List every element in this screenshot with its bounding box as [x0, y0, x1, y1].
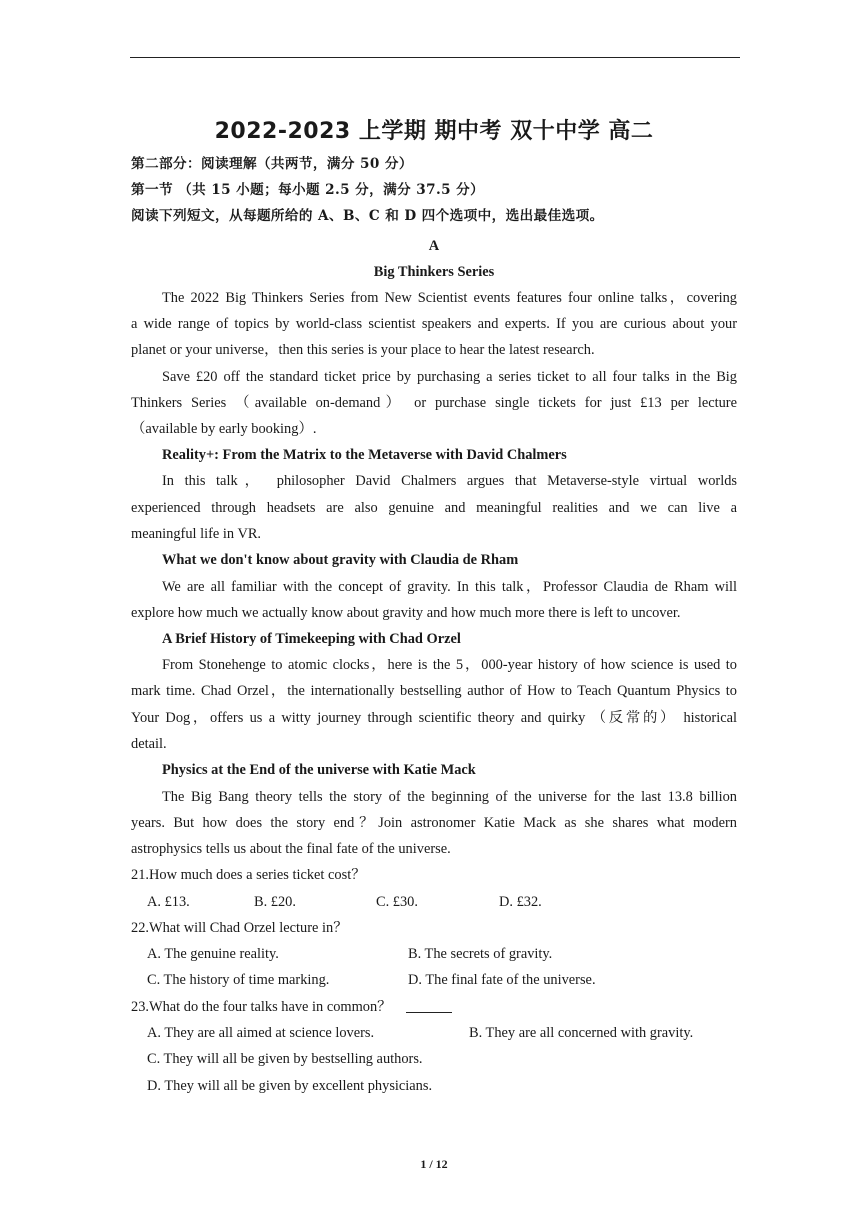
answer-option: B. They are all concerned with gravity.	[469, 1025, 694, 1041]
answer-option: A. They are all aimed at science lovers.	[147, 1025, 375, 1041]
paragraph-line: We are all familiar with the concept of gravity. In this talk，Professor Claudia de Rham will	[162, 579, 737, 595]
directions: 阅读下列短文，从每题所给的 A、B、C 和 D 四个选项中，选出最佳选项。	[131, 208, 604, 224]
answer-option: A. The genuine reality.	[147, 946, 279, 962]
part-heading: 第二部分：阅读理解（共两节，满分 50 分）	[131, 156, 413, 172]
answer-option: B. £20.	[254, 894, 296, 910]
paragraph-line: （available by early booking）.	[131, 421, 317, 437]
paragraph-line: experienced through headsets are also genuine and meaningful realities and we can live a	[131, 500, 737, 516]
question-stem: 22.What will Chad Orzel lecture in？	[131, 920, 348, 936]
paragraph-line: explore how much we actually know about gravity and how much more there is left to uncover.	[131, 605, 681, 621]
paragraph-line: meaningful life in VR.	[131, 526, 262, 542]
answer-option: D. £32.	[499, 894, 542, 910]
answer-option: D. The final fate of the universe.	[408, 972, 596, 988]
paragraph-line: Your Dog，offers us a witty journey through scientific theory and quirky （反常的） historical	[131, 710, 737, 726]
answer-option: C. The history of time marking.	[147, 972, 330, 988]
passage-title: Big Thinkers Series	[373, 264, 495, 280]
question-text: 23.What do the four talks have in common？	[131, 999, 392, 1015]
question-stem: 21.How much does a series ticket cost？	[131, 867, 366, 883]
talk-title: What we don't know about gravity with Claudia de Rham	[162, 552, 519, 568]
answer-option: B. The secrets of gravity.	[408, 946, 553, 962]
header-rule	[130, 57, 740, 58]
paragraph-line: Save £20 off the standard ticket price by purchasing a series ticket to all four talks in the Big	[162, 369, 737, 385]
answer-blank	[406, 998, 452, 1013]
page-title: 2022-2023 上学期 期中考 双十中学 高二	[214, 119, 654, 144]
paragraph-line: Thinkers Series （available on-demand） or purchase single tickets for just £13 per lecture	[131, 395, 737, 411]
talk-title: Physics at the End of the universe with Katie Mack	[162, 762, 476, 778]
answer-option: A. £13.	[147, 894, 190, 910]
section-heading: 第一节 （共 15 小题；每小题 2.5 分，满分 37.5 分）	[131, 182, 485, 198]
answer-option: D. They will all be given by excellent physicians.	[147, 1078, 433, 1094]
paragraph-line: a wide range of topics by world-class scientist speakers and experts. If you are curious about your	[131, 316, 737, 332]
answer-option: C. They will all be given by bestselling authors.	[147, 1051, 423, 1067]
paragraph-line: The 2022 Big Thinkers Series from New Scientist events features four online talks，covering	[162, 290, 737, 306]
talk-title: A Brief History of Timekeeping with Chad Orzel	[162, 631, 461, 647]
paragraph-line: years. But how does the story end？Join astronomer Katie Mack as she shares what modern	[131, 815, 737, 831]
paragraph-line: mark time. Chad Orzel，the internationally bestselling author of How to Teach Quantum Physics to	[131, 683, 737, 699]
paragraph-line: planet or your universe，then this series is your place to hear the latest research.	[131, 342, 595, 358]
paragraph-line: The Big Bang theory tells the story of the beginning of the universe for the last 13.8 billion	[162, 789, 737, 805]
paragraph-line: detail.	[131, 736, 167, 752]
talk-title: Reality+: From the Matrix to the Metaverse with David Chalmers	[162, 447, 567, 463]
paragraph-line: In this talk， philosopher David Chalmers argues that Metaverse-style virtual worlds	[162, 473, 737, 489]
paragraph-line: astrophysics tells us about the final fate of the universe.	[131, 841, 451, 857]
passage-label: A	[428, 238, 440, 254]
answer-option: C. £30.	[376, 894, 418, 910]
page-number: 1 / 12	[420, 1157, 448, 1171]
paragraph-line: From Stonehenge to atomic clocks，here is the 5，000-year history of how science is used to	[162, 657, 737, 673]
question-stem	[131, 997, 737, 1017]
